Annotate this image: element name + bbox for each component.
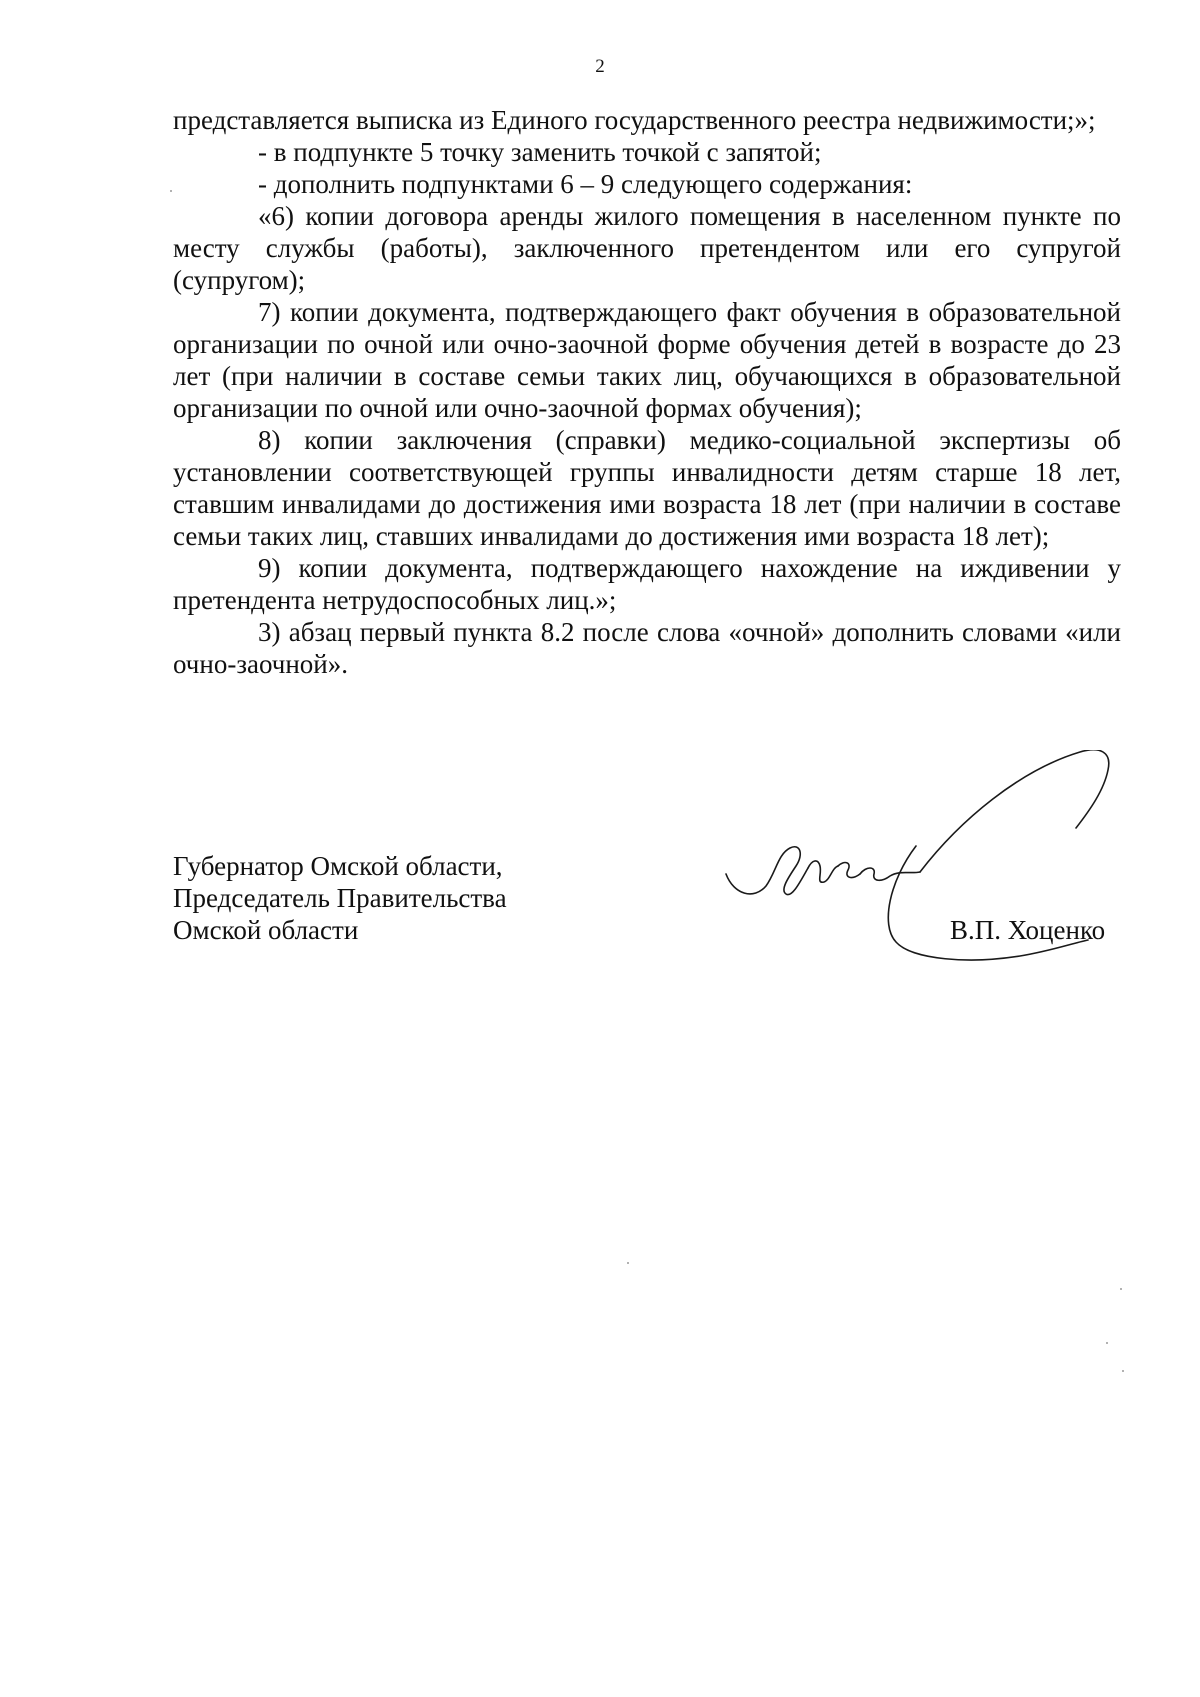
scan-speck [1120, 1288, 1122, 1290]
signatory-title [173, 850, 507, 946]
scan-speck [1106, 1342, 1108, 1344]
paragraph-continuation: представляется выписка из Единого государственного реестра недвижимости;»; [173, 105, 1096, 135]
paragraph-add-subpoints: - дополнить подпунктами 6 – 9 следующего содержания: [258, 169, 913, 199]
signatory-title-line: Губернатор Омской области, [173, 851, 503, 881]
paragraph-subpoint-7: 7) копии документа, подтверждающего факт обучения в образовательной организации по очной или очно-заочной форме обучения детей в возрасте до 23 лет (при наличии в составе семьи таких лиц, обучающихся в образовательной организации по очной или очно-заочной формах обучения); [173, 297, 1121, 423]
handwritten-signature [720, 750, 1140, 1000]
page-number: 2 [595, 56, 605, 77]
paragraph-point-3: 3) абзац первый пункта 8.2 после слова «очной» дополнить словами «или очно-заочной». [173, 617, 1121, 679]
signatory-name: В.П. Хоценко [950, 915, 1106, 945]
paragraph-subpoint-6: «6) копии договора аренды жилого помещения в населенном пункте по месту службы (работы), заключенного претендентом или его супругой (супругом); [173, 201, 1121, 295]
signatory-title-line: Председатель Правительства [173, 883, 507, 913]
signatory-title-line: Омской области [173, 915, 359, 945]
paragraph-subpoint-5-edit: - в подпункте 5 точку заменить точкой с запятой; [258, 137, 822, 167]
paragraph-subpoint-8: 8) копии заключения (справки) медико-социальной экспертизы об установлении соответствующей группы инвалидности детям старше 18 лет, ставшим инвалидами до достижения ими возраста 18 лет (при наличии в составе семьи таких лиц, ставших инвалидами до достижения ими возраста 18 лет); [173, 425, 1121, 551]
paragraph-subpoint-9: 9) копии документа, подтверждающего нахождение на иждивении у претендента нетрудоспособных лиц.»; [173, 553, 1121, 615]
scan-speck [170, 190, 172, 192]
document-body [173, 104, 1121, 680]
scan-speck [627, 1262, 629, 1264]
scan-speck [1122, 1370, 1124, 1372]
